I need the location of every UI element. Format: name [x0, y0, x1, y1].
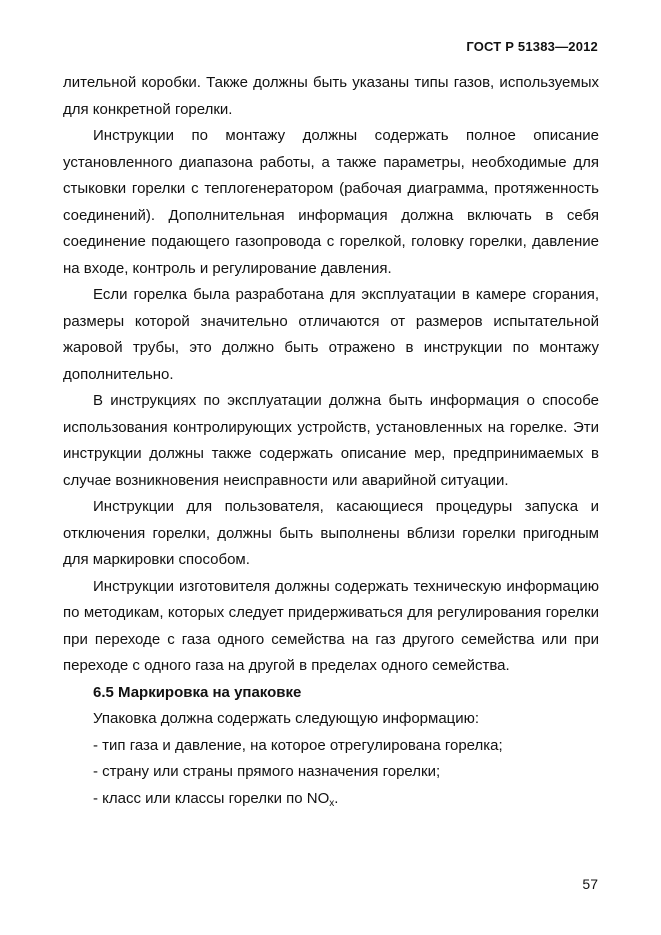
list-item-nox-end: .	[334, 789, 339, 807]
list-item-nox-text: - класс или классы горелки по NO	[93, 789, 330, 807]
document-standard-header: ГОСТ Р 51383—2012	[466, 39, 598, 54]
list-item: - тип газа и давление, на которое отрегулирована горелка;	[93, 736, 503, 754]
page-number: 57	[582, 876, 598, 892]
list-item-nox	[63, 786, 599, 813]
paragraph-user-instructions: Инструкции для пользователя, касающиеся процедуры запуска и отключения горелки, должны быть выполнены вблизи горелки пригодным для маркировки способом.	[63, 498, 599, 568]
section-intro: Упаковка должна содержать следующую информацию:	[93, 710, 480, 727]
paragraph-manufacturer-instructions: Инструкции изготовителя должны содержать техническую информацию по методикам, которых следует придерживаться для регулирования горелки при переходе с газа одного семейства на газ другого семейства или при переходе с одного газа на другой в пределах одного семейства.	[63, 577, 599, 674]
section-heading: 6.5 Маркировка на упаковке	[93, 683, 302, 701]
paragraph-operating-instructions: В инструкциях по эксплуатации должна быть информация о способе использования контролирующих устройств, установленных на горелке. Эти инструкции должны также содержать описание мер, предпринимаемых в случае возникновения неисправности или аварийной ситуации.	[63, 392, 599, 489]
nox-subscript: x	[329, 797, 335, 809]
paragraph-continuation: лительной коробки. Также должны быть указаны типы газов, используемых для конкретной горелки.	[63, 74, 599, 118]
page-body	[63, 70, 599, 812]
paragraph-combustion-chamber: Если горелка была разработана для эксплуатации в камере сгорания, размеры которой значительно отличаются от размеров испытательной жаровой трубы, это должно быть отражено в инструкции по монтажу дополнительно.	[63, 286, 599, 383]
paragraph-installation-instructions: Инструкции по монтажу должны содержать полное описание установленного диапазона работы, а также параметры, необходимые для стыковки горелки с теплогенератором (рабочая диаграмма, протяженность соединений). Дополнительная информация должна включать в себя соединение подающего газопровода с горелкой, головку горелки, давление на входе, контроль и регулирование давления.	[63, 127, 599, 277]
list-item: - страну или страны прямого назначения горелки;	[93, 763, 441, 780]
